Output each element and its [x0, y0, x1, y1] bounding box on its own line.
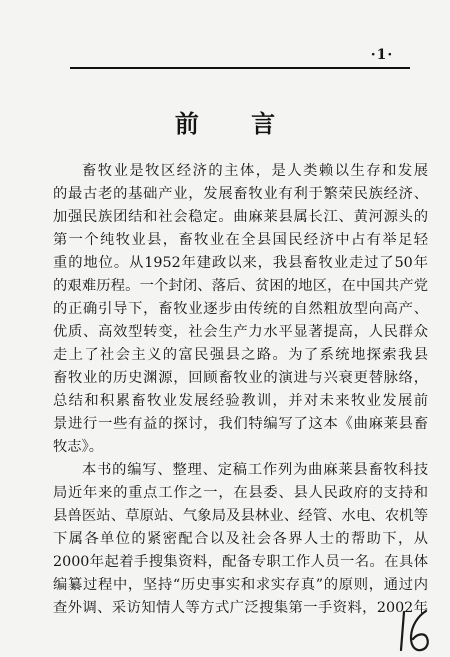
text-line: 重的地位。从1952年建政以来，我县畜牧业走过了50年: [53, 255, 428, 271]
text-line: 走上了社会主义的富民强县之路。为了系统地探索我县: [53, 347, 428, 363]
text-line: 的艰难历程。一个封闭、落后、贫困的地区，在中国共产党: [53, 278, 428, 294]
text-line: 县兽医站、草原站、气象局及县林业、经管、水电、农机等: [53, 508, 428, 524]
paragraph-2: [53, 459, 428, 620]
text-line: 本书的编写、整理、定稿工作列为曲麻莱县畜牧科技: [82, 462, 428, 478]
text-line: 总结和积累畜牧业发展经验教训，并对未来牧业发展前: [53, 393, 428, 409]
text-line: 的最古老的基础产业，发展畜牧业有利于繁荣民族经济、: [53, 186, 428, 202]
text-line: 牧志》。: [53, 439, 104, 455]
text-line: 的正确引导下，畜牧业逐步由传统的自然粗放型向高产、: [53, 301, 428, 317]
body-text: [53, 160, 428, 620]
text-line: 局近年来的重点工作之一，在县委、县人民政府的支持和: [53, 485, 428, 501]
text-line: 畜牧业是牧区经济的主体，是人类赖以生存和发展: [82, 163, 428, 179]
handwritten-page-number: [396, 608, 436, 654]
page-title: 前 言: [174, 109, 298, 138]
paragraph-1: [53, 160, 428, 459]
text-line: 加强民族团结和社会稳定。曲麻莱县属长江、黄河源头的: [53, 209, 428, 225]
text-line: 第一个纯牧业县，畜牧业在全县国民经济中占有举足轻: [53, 232, 428, 248]
text-line: 编纂过程中，坚持“历史事实和求实存真”的原则，通过内: [53, 577, 428, 593]
text-line: 2000年起着手搜集资料，配备专职工作人员一名。在具体: [53, 554, 428, 570]
text-line: 查外调、采访知情人等方式广泛搜集第一手资料，2002年: [53, 600, 428, 616]
text-line: 优质、高效型转变，社会生产力水平显著提高，人民群众: [53, 324, 428, 340]
text-line: 畜牧业的历史渊源，回顾畜牧业的演进与兴衰更替脉络，: [53, 370, 428, 386]
page-number: ·1·: [370, 47, 394, 63]
text-line: 景进行一些有益的探讨，我们特编写了这本《曲麻莱县畜: [53, 416, 428, 432]
header-rule: [70, 67, 410, 69]
text-line: 下属各单位的紧密配合以及社会各界人士的帮助下，从: [53, 531, 428, 547]
